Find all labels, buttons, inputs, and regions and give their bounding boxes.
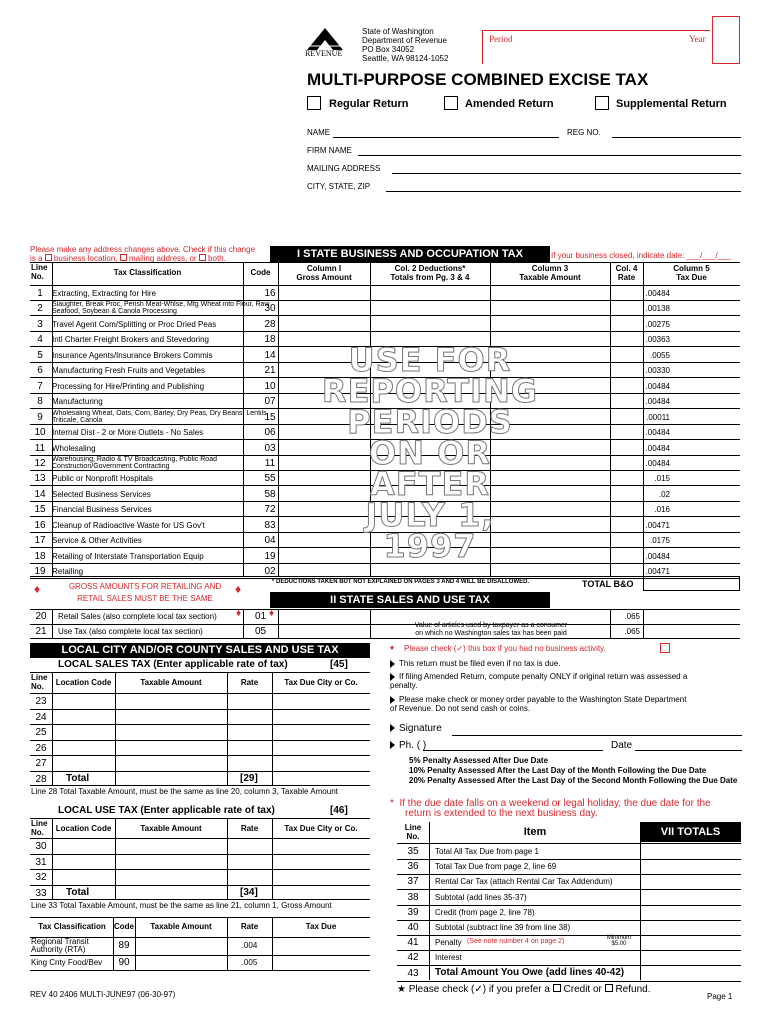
rate: .00484 <box>645 428 670 437</box>
credit-checkbox[interactable] <box>553 984 561 992</box>
classification: Processing for Hire/Printing and Publishing <box>52 381 205 391</box>
line-number: 9 <box>37 411 43 423</box>
address-note-line: Please make any address changes above. Check if this change <box>30 245 256 254</box>
classification: Warehousing, Radio & TV Broadcasting, Public Road Construction/Government Contracting <box>52 455 217 470</box>
code: 10 <box>264 380 276 392</box>
header-col4-b: Rate <box>617 273 636 282</box>
item-label: Total All Tax Due from page 1 <box>435 847 539 856</box>
use-total-label: Total <box>66 887 90 898</box>
code: 05 <box>254 626 267 637</box>
use-total-note: Line 33 Total Taxable Amount, must be the same as line 21, column 1, Gross Amount <box>31 901 332 910</box>
closed-date-note: If your business closed, indicate date: ___/___/___ <box>551 251 732 260</box>
header-line-no: Line No. <box>31 673 48 691</box>
transit-food-label: King Cnty Food/Bev <box>31 958 103 967</box>
totals-title: VII TOTALS <box>640 822 741 842</box>
line-number: 26 <box>35 742 47 754</box>
header-rate: Rate <box>240 824 259 833</box>
use-tax-label: Use Tax (also complete local tax section) <box>58 627 203 636</box>
line-number: 42 <box>407 952 419 964</box>
item-label: Interest <box>435 953 462 963</box>
item-label: Subtotal (add lines 35-37) <box>435 892 527 902</box>
diamond-icon: ♦ <box>390 643 395 652</box>
classification: Manufacturing <box>52 397 103 407</box>
phone-label: Ph. <box>399 740 415 751</box>
rate: .0175 <box>649 536 670 546</box>
rate: .00138 <box>645 304 670 314</box>
line-number: 11 <box>34 442 46 454</box>
line-number: 38 <box>407 891 419 903</box>
code: 72 <box>264 504 276 516</box>
use-total-ref: [34] <box>240 887 258 898</box>
arrow-icon <box>390 660 395 668</box>
use-note-line: on which no Washington sales tax has been paid <box>415 630 567 637</box>
totals-row <box>397 844 741 860</box>
item-label: Credit (from page 2, line 78) <box>435 907 535 917</box>
prefer-label: Please check (✓) if you prefer a <box>408 984 550 995</box>
header-col5-b: Tax Due <box>676 273 707 282</box>
line-number: 40 <box>407 922 419 933</box>
date-field[interactable] <box>635 750 742 751</box>
code: 30 <box>264 303 276 315</box>
year-label: Year <box>689 34 706 44</box>
penalty-line: 5% Penalty Assessed After Due Date <box>409 756 549 765</box>
code: 11 <box>264 457 276 469</box>
header-col2-b: Totals from Pg. 3 & 4 <box>390 273 470 282</box>
name-field[interactable] <box>333 137 559 138</box>
local-sales-title: LOCAL SALES TAX (Enter applicable rate of tax) <box>58 659 288 670</box>
form-number: REV 40 2406 MULTI-JUNE97 (06-30-97) <box>30 990 176 999</box>
signature-label: Signature <box>399 723 442 734</box>
gross-note-line: GROSS AMOUNTS FOR RETAILING AND <box>68 582 222 591</box>
header-classification: Tax Classification <box>113 268 182 277</box>
header-col3-b: Taxable Amount <box>519 273 581 282</box>
line-number: 30 <box>35 841 47 852</box>
header-col1-a: Column I <box>306 264 342 273</box>
diamond-left-icon: ♦ <box>236 608 242 619</box>
mailing-address-field[interactable] <box>392 173 741 174</box>
diamond-right-icon: ♦ <box>235 582 242 596</box>
address-note-is-a: is a <box>30 254 43 263</box>
table-row <box>30 301 740 316</box>
watermark-line: PERIODS <box>347 403 513 441</box>
sales-total-label: Total <box>66 773 90 784</box>
sales-total-ref: [29] <box>240 773 258 784</box>
amended-return-label: Amended Return <box>465 98 554 110</box>
total-bo-field[interactable] <box>643 577 740 591</box>
header-col1 <box>278 264 370 282</box>
transit-header-rate: Rate <box>240 922 259 931</box>
amount-field[interactable] <box>641 890 741 905</box>
classification: Travel Agent Com/Splitting or Proc Dried Peas <box>52 319 217 329</box>
amount-field[interactable] <box>641 966 741 981</box>
arrow-icon <box>390 673 395 681</box>
row-divider <box>30 854 370 855</box>
row-divider <box>30 755 370 756</box>
header-col4-a: Col. 4 <box>615 264 638 273</box>
table-row <box>30 317 740 332</box>
classification: Service & Other Activities <box>52 536 142 546</box>
header-divider <box>30 285 740 286</box>
rate: .0055 <box>649 350 670 360</box>
rate: .00471 <box>645 520 670 530</box>
weekend-line: return is extended to the next business day. <box>405 808 598 819</box>
refund-label: Refund. <box>615 984 651 995</box>
line-number: 6 <box>37 365 43 377</box>
rate: .00484 <box>645 381 670 391</box>
period-box[interactable] <box>482 30 710 64</box>
agency-address <box>362 27 448 63</box>
revenue-logo <box>303 24 353 60</box>
classification: Wholesaling <box>52 443 96 453</box>
watermark-line: JULY 1, 1997 <box>365 496 495 565</box>
gross-amounts-note <box>50 581 240 605</box>
header-taxable: Taxable Amount <box>140 824 202 833</box>
line-number: 43 <box>407 967 419 979</box>
line-number: 3 <box>37 318 43 330</box>
amount-field[interactable] <box>641 920 741 935</box>
supplemental-return-label: Supplemental Return <box>616 98 727 110</box>
minimum-label: Minimum <box>606 935 632 941</box>
rate: .065 <box>624 627 640 636</box>
row-divider <box>30 693 370 694</box>
period-label: Period <box>489 34 513 44</box>
row-divider <box>30 740 370 741</box>
agency-line: Seattle, WA 98124-1052 <box>362 54 449 63</box>
totals-row <box>397 950 741 966</box>
address-change-note <box>30 245 255 263</box>
rate: .015 <box>654 474 670 484</box>
rate: .00330 <box>645 366 670 376</box>
row-divider <box>30 838 370 839</box>
amount-field[interactable] <box>641 935 741 950</box>
mailing-address-change-label: mailing address, or <box>128 254 197 263</box>
retail-sales-label: Retail Sales (also complete local tax section) <box>58 612 217 621</box>
line-number: 41 <box>407 937 419 949</box>
totals-row <box>397 905 741 921</box>
business-location-label: business location, <box>53 254 118 263</box>
header-col3 <box>490 264 610 282</box>
code: 15 <box>264 411 276 423</box>
code: 58 <box>264 488 276 500</box>
row-divider <box>30 724 370 725</box>
watermark-line: REPORTING <box>321 372 539 410</box>
amount-field[interactable] <box>641 844 741 859</box>
totals-row <box>397 966 741 982</box>
total-bo-label: TOTAL B&O <box>582 579 634 589</box>
code: 01 <box>254 611 267 622</box>
gross-note-line: RETAIL SALES MUST BE THE SAME <box>77 594 213 603</box>
line-number: 1 <box>37 288 43 299</box>
line-number: 7 <box>37 380 43 392</box>
transit-header-code: Code <box>114 922 134 931</box>
line-number: 39 <box>407 906 419 918</box>
mailing-address-checkbox[interactable] <box>120 254 127 261</box>
line-number: 8 <box>37 396 43 408</box>
firm-name-label: FIRM NAME <box>307 146 352 155</box>
rate: .00484 <box>645 458 670 468</box>
line-number: 25 <box>35 727 47 738</box>
name-label: NAME <box>307 128 331 137</box>
logo-text: REVENUE <box>305 49 343 58</box>
header-code: Code <box>250 268 271 277</box>
firm-name-field[interactable] <box>358 155 741 156</box>
row-divider <box>30 885 370 886</box>
code: 14 <box>264 349 276 361</box>
minimum-amount: $5.00 <box>611 941 627 947</box>
both-checkbox[interactable] <box>199 254 206 261</box>
signature-field[interactable] <box>452 735 742 736</box>
penalty-line: 10% Penalty Assessed After the Last Day of the Month Following the Due Date <box>409 766 707 775</box>
rate: .016 <box>654 505 670 515</box>
line-number: 2 <box>37 303 43 315</box>
totals-row <box>397 874 741 890</box>
table-row <box>30 286 740 301</box>
totals-row <box>397 935 741 951</box>
barcode-box <box>712 16 740 64</box>
classification: Retailing of Interstate Transportation Equip <box>52 551 204 561</box>
watermark-line: ON OR AFTER <box>369 434 491 503</box>
phone-area-code: ( ) <box>416 740 427 751</box>
code: 55 <box>264 473 276 485</box>
line-number: 10 <box>34 427 46 438</box>
amount-field[interactable] <box>641 905 741 920</box>
classification: Insurance Agents/Insurance Brokers Commis <box>52 350 213 360</box>
must-file-note: This return must be filed even if no tax is due. <box>399 659 561 668</box>
header-col2 <box>370 264 490 282</box>
use-tax-note <box>372 622 610 638</box>
header-col2-a: Col. 2 Deductions* <box>394 264 466 273</box>
line-number: 16 <box>34 519 46 531</box>
asterisk-icon: * <box>390 798 394 809</box>
sales-total-note: Line 28 Total Taxable Amount, must be the same as line 20, column 3, Taxable Amount <box>31 787 338 796</box>
header-location: Location Code <box>55 678 112 687</box>
transit-header-class: Tax Classification <box>38 922 106 931</box>
line-number: 37 <box>407 876 419 888</box>
classification: Extracting, Extracting for Hire <box>52 289 157 298</box>
header-line-no: Line No. <box>31 263 48 281</box>
amount-field[interactable] <box>641 874 741 889</box>
use-note-line: Value of articles used by taxpayer as a consumer <box>414 622 568 629</box>
item-label: Total Tax Due from page 2, line 69 <box>435 862 557 872</box>
transit-code: 89 <box>118 940 130 951</box>
reg-no-label: REG NO. <box>567 128 601 137</box>
local-use-title: LOCAL USE TAX (Enter applicable rate of tax) <box>58 805 275 816</box>
line-number: 31 <box>35 856 47 868</box>
line-number: 19 <box>34 566 46 578</box>
code: 83 <box>264 519 276 531</box>
refund-preference <box>397 984 650 995</box>
city-state-zip-label: CITY, STATE, ZIP <box>307 182 371 191</box>
line-number: 32 <box>35 872 47 883</box>
totals-row <box>397 920 741 936</box>
code: 19 <box>264 550 276 562</box>
line-number: 20 <box>35 611 47 622</box>
item-label: Penalty <box>435 938 462 948</box>
table-row <box>30 564 740 579</box>
code: 21 <box>264 365 276 377</box>
code: 03 <box>264 442 276 454</box>
mailing-address-label: MAILING ADDRESS <box>307 164 381 173</box>
amount-field[interactable] <box>641 859 741 874</box>
local-sales-table <box>30 672 370 786</box>
transit-rate: .004 <box>241 941 258 950</box>
line-number: 27 <box>35 758 47 769</box>
line-number: 4 <box>37 334 43 346</box>
line-number: 35 <box>407 846 419 857</box>
rate: .00471 <box>645 567 670 577</box>
classification: Intl Charter Freight Brokers and Stevedoring <box>52 335 209 345</box>
no-activity-note: Please check (✓) this box if you had no business activity. <box>404 644 606 653</box>
row-divider <box>30 869 370 870</box>
return-type-row <box>307 96 747 114</box>
transit-code: 90 <box>118 957 130 968</box>
header-col5 <box>643 264 740 282</box>
star-icon: ★ <box>397 984 406 995</box>
transit-header-taxable: Taxable Amount <box>150 922 212 931</box>
header-due: Tax Due City or Co. <box>284 678 358 687</box>
line-number: 14 <box>34 488 46 500</box>
credit-label: Credit or <box>563 984 602 995</box>
classification: Internal Dist - 2 or More Outlets - No Sales <box>52 428 204 437</box>
rate: .00484 <box>645 397 670 407</box>
weekend-line: If the due date falls on a weekend or legal holiday, the due date for the <box>399 798 711 809</box>
line-number: 15 <box>34 504 46 516</box>
code: 02 <box>264 566 276 578</box>
classification: Slaughter, Break Proc, Perish Meat-Whlse, Mfg Wheat into Flour, Raw Seafood, Soybean & Canola Processing <box>52 301 270 316</box>
line-number: 18 <box>34 550 46 562</box>
classification: Retailing <box>52 567 84 577</box>
form-title: MULTI-PURPOSE COMBINED EXCISE TAX <box>307 70 649 89</box>
line-number: 23 <box>35 696 47 707</box>
header-rate: Rate <box>240 678 259 687</box>
header-col3-a: Column 3 <box>531 264 569 273</box>
rate: .00275 <box>645 319 670 329</box>
date-label: Date <box>611 740 633 751</box>
diamond-left-icon: ♦ <box>34 582 41 596</box>
header-location: Location Code <box>55 824 112 833</box>
arrow-icon <box>390 741 395 749</box>
header-taxable: Taxable Amount <box>140 678 202 687</box>
row-divider <box>30 709 370 710</box>
section2-title: II STATE SALES AND USE TAX <box>270 592 550 608</box>
totals-header-item: Item <box>523 826 547 838</box>
rate: .00484 <box>645 289 670 298</box>
line-number: 21 <box>35 626 47 637</box>
watermark <box>320 341 540 565</box>
city-state-zip-field[interactable] <box>386 191 741 192</box>
classification: Wholesaling Wheat, Oats, Corn, Barley, Dry Peas, Dry Beans, Lentils, Triticale, Canola <box>52 409 269 424</box>
line-number: 12 <box>34 457 46 469</box>
classification: Public or Nonprofit Hospitals <box>52 474 153 484</box>
rate: .00363 <box>645 335 670 345</box>
totals-header-line: Line No. <box>404 823 422 841</box>
code: 16 <box>264 288 276 299</box>
weekend-note <box>390 799 711 819</box>
totals-row <box>397 890 741 906</box>
agency-line: Department of Revenue <box>362 36 447 45</box>
amended-return-checkbox[interactable] <box>444 96 458 110</box>
minimum-note <box>600 935 638 947</box>
rate: .065 <box>624 612 640 621</box>
classification: Selected Business Services <box>52 489 151 499</box>
refund-checkbox[interactable] <box>605 984 613 992</box>
classification: Manufacturing Fresh Fruits and Vegetables <box>52 366 205 376</box>
penalty-schedule <box>409 756 737 786</box>
code: 18 <box>264 334 276 346</box>
both-label: both. <box>208 254 226 263</box>
line-number: 17 <box>34 535 46 547</box>
header-col5-a: Column 5 <box>673 264 710 273</box>
agency-line: State of Washington <box>362 27 434 36</box>
section1-title: I STATE BUSINESS AND OCCUPATION TAX <box>270 246 550 262</box>
diamond-right-icon: ♦ <box>269 608 275 619</box>
line-number: 28 <box>35 773 47 785</box>
amount-field[interactable] <box>641 950 741 965</box>
penalty-line: 20% Penalty Assessed After the Last Day of the Second Month Following the Due Date <box>409 776 738 785</box>
supplemental-return-checkbox[interactable] <box>595 96 609 110</box>
transit-rta-label: Regional Transit Authority (RTA) <box>31 937 89 954</box>
watermark-line: USE FOR <box>348 341 512 379</box>
penalty-note: (See note number 4 on page 2) <box>467 938 565 945</box>
phone-field[interactable] <box>423 750 603 751</box>
code: 07 <box>264 396 276 408</box>
header-col4 <box>610 264 643 282</box>
header-due: Tax Due City or Co. <box>284 824 358 833</box>
agency-line: PO Box 34052 <box>362 45 415 54</box>
local-use-ref: [46] <box>330 805 348 816</box>
reg-no-field[interactable] <box>612 137 741 138</box>
line-number: 36 <box>407 861 419 873</box>
deductions-note: * DEDUCTIONS TAKEN BUT NOT EXPLAINED ON PAGES 3 AND 4 WILL BE DISALLOWED. <box>272 579 530 585</box>
payable-note: Please make check or money order payable to the Washington State Department of Revenue. Do not send cash or coins. <box>390 695 687 713</box>
rate: .00484 <box>645 443 670 453</box>
code: 06 <box>264 427 276 438</box>
classification: Financial Business Services <box>52 505 152 515</box>
transit-rate: .005 <box>241 958 258 967</box>
line-number: 13 <box>34 473 46 485</box>
line-number: 5 <box>37 349 43 361</box>
local-sales-ref: [45] <box>330 659 348 670</box>
rate: .02 <box>658 489 670 499</box>
header-line-no: Line No. <box>31 819 48 837</box>
rate: .00484 <box>645 551 670 561</box>
no-activity-checkbox[interactable] <box>660 643 670 653</box>
arrow-icon <box>390 724 395 732</box>
classification: Cleanup of Radioactive Waste for US Gov't <box>52 520 205 530</box>
totals-row <box>397 859 741 875</box>
rate: .00011 <box>646 412 670 422</box>
transit-header-due: Tax Due <box>305 922 337 931</box>
line-number: 24 <box>35 711 47 723</box>
regular-return-label: Regular Return <box>329 98 409 110</box>
item-label: Rental Car Tax (attach Rental Car Tax Addendum) <box>435 877 613 887</box>
line-number: 33 <box>35 887 47 899</box>
page-number: Page 1 <box>707 992 733 1001</box>
local-title: LOCAL CITY AND/OR COUNTY SALES AND USE TAX <box>30 643 370 658</box>
regular-return-checkbox[interactable] <box>307 96 321 110</box>
row-divider <box>30 771 370 772</box>
header-col1-b: Gross Amount <box>296 273 352 282</box>
arrow-icon <box>390 696 395 704</box>
code: 28 <box>264 318 276 330</box>
code: 04 <box>264 535 276 547</box>
business-location-checkbox[interactable] <box>45 254 52 261</box>
amended-note: If filing Amended Return, compute penalty ONLY if original return was assessed a penalty. <box>390 672 688 690</box>
item-label: Total Amount You Owe (add lines 40-42) <box>435 966 625 978</box>
item-label: Subtotal (subtract line 39 from line 38) <box>435 923 571 932</box>
